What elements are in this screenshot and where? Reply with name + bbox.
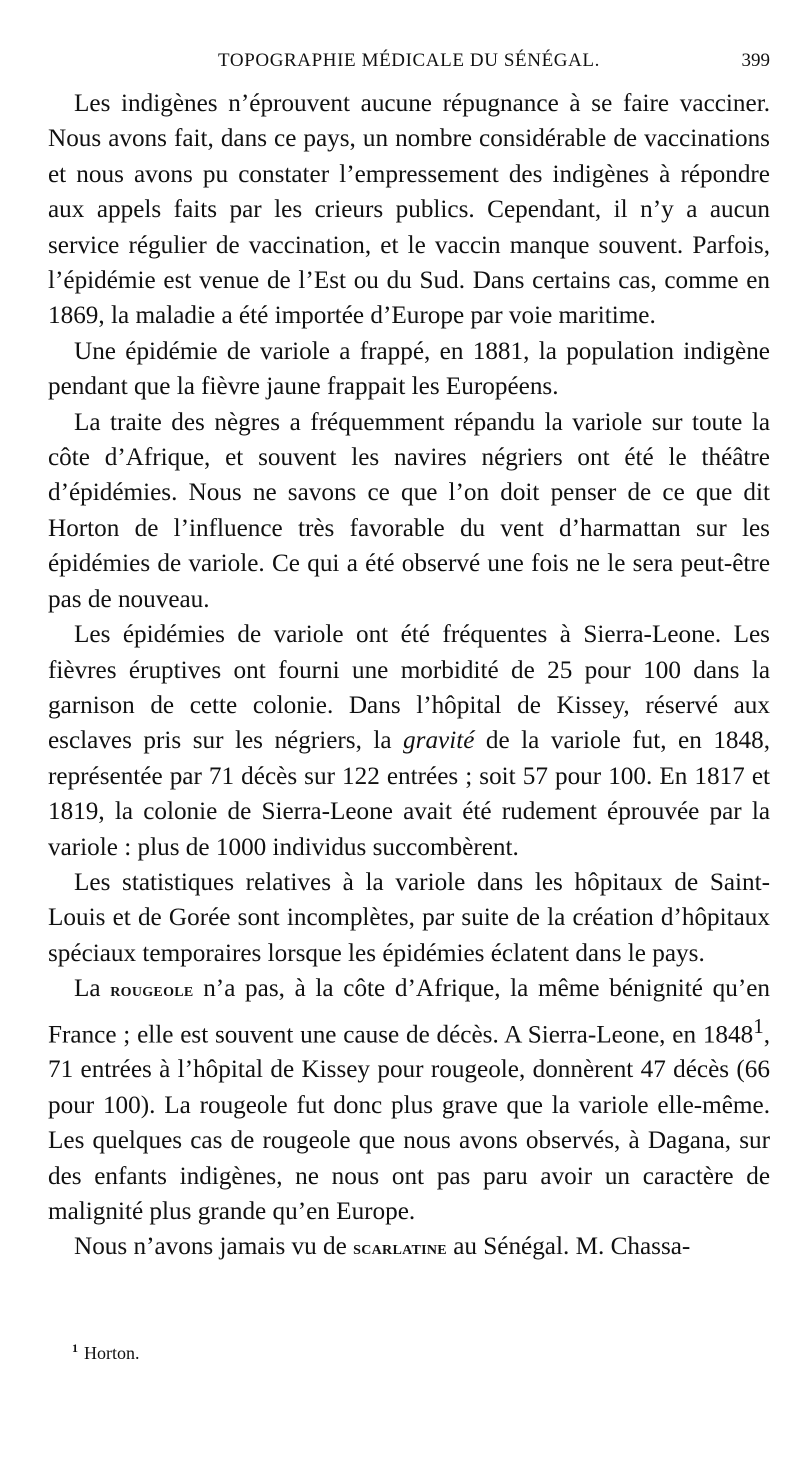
running-title: TOPOGRAPHIE MÉDICALE DU SÉNÉGAL. [218, 50, 600, 71]
paragraph-sierra-leone [48, 617, 770, 865]
paragraph-epidemic-1881: Une épidémie de variole a frappé, en 1881, la population indigène pendant que la fièvre jaune frappait les Européens. [48, 337, 770, 401]
running-head [48, 50, 770, 76]
term-scarlatine: scarlatine [353, 1237, 447, 1260]
text-run: Nous n’avons jamais vu de [74, 1233, 354, 1261]
text-run: au Sénégal. M. Chassa- [446, 1233, 691, 1261]
text-run: , 71 entrées à l’hôpital de Kissey pour rougeole, donnèrent 47 décès (66 pour 100). La rougeole fut donc plus grave que la variole elle-même. Les quelques cas de rougeole que nous avons observés, à Dagana, sur des enfants indigènes, ne nous ont pas paru avoir un caractère de malignité plus grande qu’en Europe. [48, 1020, 770, 1225]
body-text [48, 86, 770, 1267]
text-run: Les épidémies de variole ont été fréquentes à Sierra-Leone. Les fièvres éruptives ont fourni une morbidité de 25 pour 100 dans la garnison de cette colonie. Dans l’hôpital de Kissey, réservé aux esclaves pris sur les négriers, la [48, 621, 770, 755]
footnote-text: Horton. [84, 1343, 140, 1363]
footnote-ref: 1 [753, 1013, 764, 1038]
paragraph-scarlatine [48, 1229, 770, 1266]
text-run: n’a pas, à la côte d’Afrique, la même bénignité qu’en France ; elle est souvent une cause de décès. A Sierra-Leone, en 1848 [48, 975, 770, 1048]
emphasis-gravite: gravité [403, 727, 475, 755]
footnote-mark: 1 [72, 1341, 78, 1355]
text-run: La [74, 975, 111, 1003]
page-number: 399 [741, 50, 770, 71]
paragraph-statistics: Les statistiques relatives à la variole dans les hôpitaux de Saint-Louis et de Gorée sont incomplètes, par suite de la création d’hôpitaux spéciaux temporaires lorsque les épidémies éclatent dans le pays. [48, 868, 770, 967]
paragraph-slave-trade: La traite des nègres a fréquemment répandu la variole sur toute la côte d’Afrique, et souvent les navires négriers ont été le théâtre d’épidémies. Nous ne savons ce que l’on doit penser de ce que dit Horton de l’influence très favorable du vent d’harmattan sur les épidémies de variole. Ce qui a été observé une fois ne le sera peut-être pas de nouveau. [48, 408, 770, 613]
paragraph-rougeole [48, 971, 770, 1229]
text-run: de la variole fut, en 1848, représentée par 71 décès sur 122 entrées ; soit 57 pour 100. En 1817 et 1819, la colonie de Sierra-Leone avait été rudement éprouvée par la variole : plus de 1000 individus succombèrent. [48, 727, 770, 861]
footnote [72, 1341, 140, 1364]
term-rougeole: rougeole [110, 979, 194, 1002]
paragraph-vaccination: Les indigènes n’éprouvent aucune répugnance à se faire vacciner. Nous avons fait, dans ce pays, un nombre considérable de vaccinations et nous avons pu constater l’empressement des indigènes à répondre aux appels faits par les crieurs publics. Cependant, il n’y a aucun service régulier de vaccination, et le vaccin manque souvent. Parfois, l’épidémie est venue de l’Est ou du Sud. Dans certains cas, comme en 1869, la maladie a été importée d’Europe par voie maritime. [48, 90, 770, 330]
